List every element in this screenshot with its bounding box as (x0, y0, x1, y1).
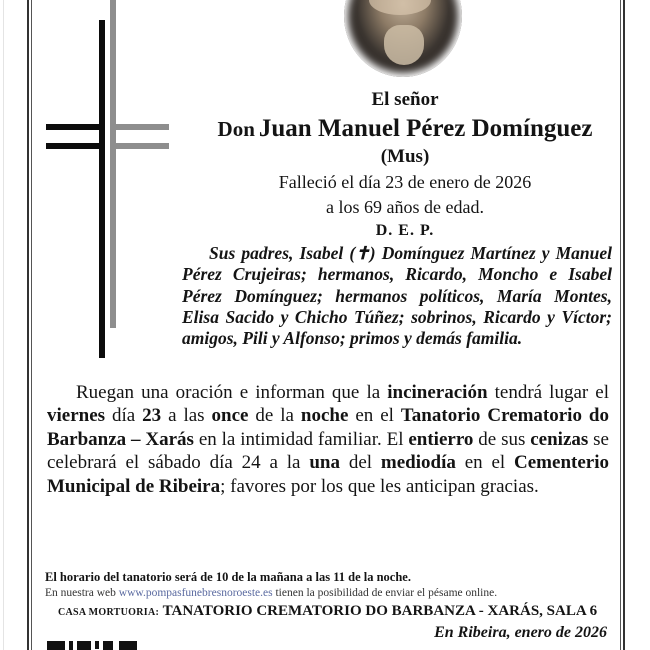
cross-black-arm-top (46, 124, 104, 130)
web-condolence-note (45, 587, 497, 599)
cross-black-arm-bottom (46, 143, 104, 149)
emphasis: noche (300, 405, 349, 427)
text: tendrá lugar el (487, 382, 609, 403)
rip-text: D. E. P. (375, 222, 435, 239)
funeral-home-label: CASA MORTUORIA: (58, 607, 160, 618)
text: Ruegan una oración e informan que la (76, 382, 388, 403)
text: ; favores por los que les anticipan gracias. (220, 475, 539, 497)
emphasis: viernes (47, 405, 106, 427)
cross-icon (0, 0, 180, 370)
name-prefix: Don (217, 117, 255, 141)
funeral-home-value: TANATORIO CREMATORIO DO BARBANZA - XARÁS, SALA 6 (159, 603, 598, 619)
funeral-home (58, 603, 597, 620)
text: día (105, 405, 143, 427)
portrait-neck (384, 25, 424, 65)
tanatorio-hours: El horario del tanatorio será de 10 de la mañana a las 11 de la noche. (45, 570, 411, 584)
text: a las (161, 405, 212, 427)
emphasis: entierro (408, 428, 474, 450)
deceased-name (170, 115, 640, 143)
text: en el (455, 452, 515, 474)
web-prefix: En nuestra web (45, 587, 119, 599)
emphasis: Cementerio Municipal de Ribeira (47, 452, 609, 497)
intro-text: El señor (371, 89, 439, 110)
emphasis: 23 (142, 405, 162, 427)
qr-code-icon[interactable] (47, 641, 141, 650)
text: en la intimidad familiar. El (193, 428, 409, 450)
nickname: (Mus) (380, 146, 430, 167)
emphasis: once (211, 405, 249, 427)
text: del (339, 452, 381, 474)
text: en el (348, 405, 401, 427)
emphasis: una (309, 452, 340, 474)
web-suffix: tienen la posibilidad de enviar el pésame online. (272, 587, 498, 599)
death-date: Falleció el día 23 de enero de 2026 (278, 172, 532, 192)
place-and-date: En Ribeira, enero de 2026 (434, 624, 607, 641)
emphasis: cenizas (530, 428, 589, 450)
cross-gray-arm-bottom (112, 143, 169, 149)
family-list: Sus padres, Isabel (✝) Domínguez Martínez y Manuel Pérez Crujeiras; hermanos, Ricardo, Moncho e Isabel Pérez Domínguez; hermanos políticos, María Montes, Elisa Sacido y Chicho Túñez; sobrinos, Ricardo y Víctor; amigos, Pili y Alfonso; primos y demás familia. (182, 243, 612, 349)
text: se celebrará el sábado día 24 a la (47, 428, 609, 474)
emphasis: incineración (387, 382, 488, 403)
cross-black-vertical (99, 20, 105, 358)
text: de sus (473, 428, 531, 450)
cross-gray-vertical (110, 0, 116, 328)
emphasis: Tanatorio Crematorio do Barbanza – Xarás (47, 405, 609, 450)
cross-gray-arm-top (112, 124, 169, 130)
website-link[interactable]: www.pompasfunebresnoroeste.es (118, 587, 273, 599)
text: de la (248, 405, 301, 427)
ceremony-details (47, 381, 609, 498)
emphasis: mediodía (380, 452, 456, 474)
name-full: Juan Manuel Pérez Domínguez (258, 115, 593, 142)
portrait-face (369, 0, 431, 15)
age-at-death: a los 69 años de edad. (326, 197, 484, 217)
